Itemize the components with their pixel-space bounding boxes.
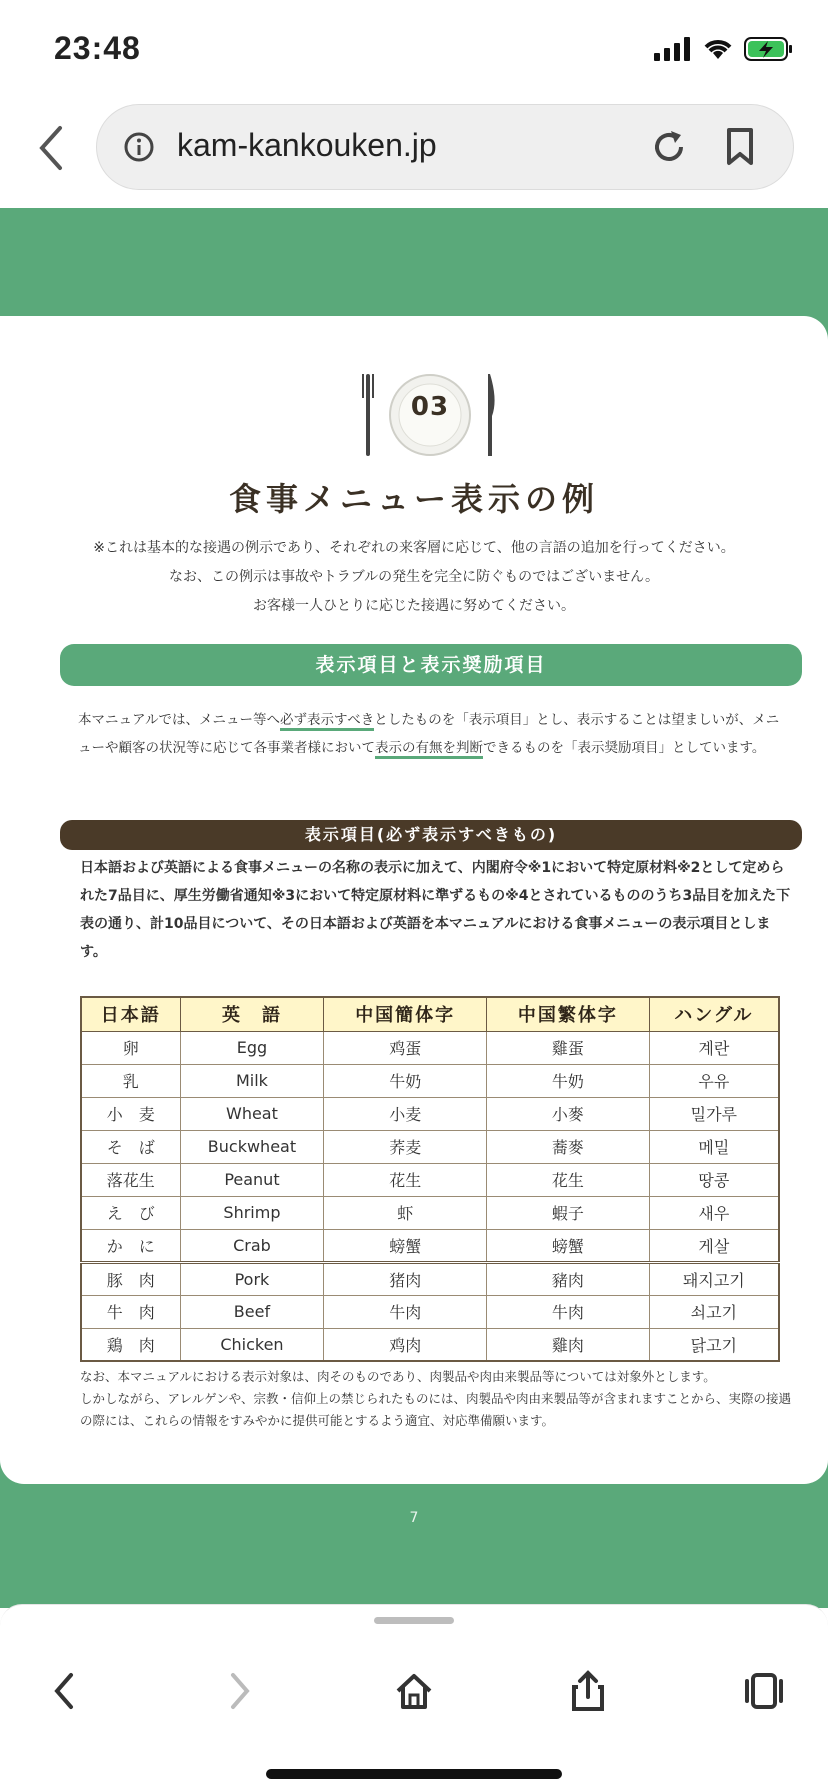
document-card bbox=[0, 316, 828, 1484]
table-cell: 牛肉 bbox=[324, 1295, 487, 1328]
table-cell: 새우 bbox=[649, 1196, 779, 1229]
table-cell: 螃蟹 bbox=[324, 1229, 487, 1262]
allergen-table bbox=[80, 996, 780, 1362]
page-title: 食事メニュー表示の例 bbox=[228, 480, 599, 518]
table-cell: Chicken bbox=[180, 1328, 324, 1361]
table-cell: 荞麦 bbox=[324, 1130, 487, 1163]
status-time: 23:48 bbox=[54, 30, 141, 66]
table-cell: 豬肉 bbox=[487, 1262, 650, 1295]
reload-icon[interactable] bbox=[649, 127, 689, 167]
home-button[interactable] bbox=[384, 1661, 444, 1721]
table-cell: 牛奶 bbox=[324, 1064, 487, 1097]
battery-charging-icon bbox=[744, 36, 794, 62]
table-cell: 돼지고기 bbox=[649, 1262, 779, 1295]
bookmark-icon[interactable] bbox=[723, 127, 757, 167]
status-icons bbox=[654, 36, 794, 62]
table-cell: 小麦 bbox=[324, 1097, 487, 1130]
table-cell: 닭고기 bbox=[649, 1328, 779, 1361]
display-items-paragraph bbox=[78, 706, 790, 762]
document-page bbox=[0, 208, 828, 1608]
chevron-right-icon bbox=[225, 1671, 255, 1711]
table-cell: Milk bbox=[180, 1064, 324, 1097]
table-row bbox=[81, 1163, 779, 1196]
browser-toolbar bbox=[0, 1604, 828, 1792]
table-cell: 蕎麥 bbox=[487, 1130, 650, 1163]
para-text: としたものを「表示項目」とし、表示することは望ましいが、メニューや顧客の状況等に応じて各事業者様において bbox=[78, 712, 780, 756]
column-header: 中国簡体字 bbox=[324, 997, 487, 1031]
table-cell: 虾 bbox=[324, 1196, 487, 1229]
para-text: 本マニュアルでは、メニュー等へ bbox=[78, 712, 280, 728]
table-cell: Pork bbox=[180, 1262, 324, 1295]
intro-line: ※これは基本的な接遇の例示であり、それぞれの来客層に応じて、他の言語の追加を行ってください。 bbox=[93, 540, 735, 556]
info-icon[interactable] bbox=[123, 131, 155, 163]
underlined-text: 必ず表示すべき bbox=[280, 712, 374, 731]
table-cell: 鶏 肉 bbox=[81, 1328, 180, 1361]
table-cell: 蝦子 bbox=[487, 1196, 650, 1229]
table-row bbox=[81, 1328, 779, 1361]
table-cell: 게살 bbox=[649, 1229, 779, 1262]
wifi-icon bbox=[702, 37, 734, 61]
table-cell: 乳 bbox=[81, 1064, 180, 1097]
table-cell: 雞蛋 bbox=[487, 1031, 650, 1064]
home-icon bbox=[394, 1671, 434, 1711]
table-cell: Beef bbox=[180, 1295, 324, 1328]
signal-icon bbox=[654, 37, 692, 61]
table-cell: 小 麦 bbox=[81, 1097, 180, 1130]
column-header: ハングル bbox=[649, 997, 779, 1031]
table-row bbox=[81, 1262, 779, 1295]
required-items-paragraph: 日本語および英語による食事メニューの名称の表示に加えて、内閣府令※1において特定原材料※2として定められた7品目に、厚生労働省通知※3において特定原材料に準ずるもの※4とされているもののうち3品目を加えた下表の通り、計10品目について、その日本語および英語を本マニュアルにおける食事メニューの表示項目とします。 bbox=[80, 860, 791, 960]
section-heading-required-items: 表示項目(必ず表示すべきもの) bbox=[60, 820, 802, 850]
address-bar[interactable] bbox=[96, 104, 794, 190]
table-row bbox=[81, 1097, 779, 1130]
table-cell: 豚 肉 bbox=[81, 1262, 180, 1295]
table-row bbox=[81, 1229, 779, 1262]
table-header-row bbox=[81, 997, 779, 1031]
forward-button[interactable] bbox=[210, 1661, 270, 1721]
column-header: 中国繁体字 bbox=[487, 997, 650, 1031]
table-cell: 牛奶 bbox=[487, 1064, 650, 1097]
table-cell: Buckwheat bbox=[180, 1130, 324, 1163]
table-row bbox=[81, 1295, 779, 1328]
column-header: 英 語 bbox=[180, 997, 324, 1031]
table-cell: 鸡肉 bbox=[324, 1328, 487, 1361]
home-indicator bbox=[266, 1769, 562, 1779]
table-cell: そ ば bbox=[81, 1130, 180, 1163]
table-cell: Shrimp bbox=[180, 1196, 324, 1229]
intro-text bbox=[0, 534, 828, 621]
table-row bbox=[81, 1064, 779, 1097]
table-cell: Peanut bbox=[180, 1163, 324, 1196]
underlined-text: 表示の有無を判断 bbox=[375, 740, 483, 759]
table-cell: え び bbox=[81, 1196, 180, 1229]
note-line: しかしながら、アレルゲンや、宗教・信仰上の禁じられたものには、肉製品や肉由来製品等が含まれますことから、実際の接遇の際には、これらの情報をすみやかに提供可能とするよう適宜、対応準備願います。 bbox=[80, 1391, 791, 1428]
table-notes bbox=[80, 1366, 800, 1432]
table-cell: 卵 bbox=[81, 1031, 180, 1064]
table-cell: 쇠고기 bbox=[649, 1295, 779, 1328]
table-cell: 밀가루 bbox=[649, 1097, 779, 1130]
note-line: なお、本マニュアルにおける表示対象は、肉そのものであり、肉製品や肉由来製品等については対象外とします。 bbox=[80, 1369, 716, 1384]
section-heading-display-items: 表示項目と表示奨励項目 bbox=[60, 644, 802, 686]
table-cell: 小麥 bbox=[487, 1097, 650, 1130]
browser-back-icon[interactable] bbox=[30, 120, 70, 176]
page-number: 7 bbox=[409, 1510, 419, 1526]
tabs-button[interactable] bbox=[734, 1661, 794, 1721]
table-cell: 메밀 bbox=[649, 1130, 779, 1163]
table-cell: 계란 bbox=[649, 1031, 779, 1064]
sheet-grabber[interactable] bbox=[374, 1617, 454, 1624]
url-text[interactable]: kam-kankouken.jp bbox=[177, 127, 437, 163]
column-header: 日本語 bbox=[81, 997, 180, 1031]
section-number: 03 bbox=[410, 392, 450, 422]
table-row bbox=[81, 1196, 779, 1229]
table-cell: 鸡蛋 bbox=[324, 1031, 487, 1064]
tabs-icon bbox=[743, 1671, 785, 1711]
table-row bbox=[81, 1031, 779, 1064]
table-cell: Wheat bbox=[180, 1097, 324, 1130]
table-cell: 牛 肉 bbox=[81, 1295, 180, 1328]
table-cell: 우유 bbox=[649, 1064, 779, 1097]
table-cell: Crab bbox=[180, 1229, 324, 1262]
table-cell: 落花生 bbox=[81, 1163, 180, 1196]
table-cell: Egg bbox=[180, 1031, 324, 1064]
table-cell: 花生 bbox=[324, 1163, 487, 1196]
table-cell: か に bbox=[81, 1229, 180, 1262]
chevron-left-icon bbox=[49, 1671, 79, 1711]
status-bar bbox=[0, 0, 828, 96]
table-cell: 牛肉 bbox=[487, 1295, 650, 1328]
para-text: できるものを「表示奨励項目」としています。 bbox=[483, 740, 766, 756]
table-cell: 花生 bbox=[487, 1163, 650, 1196]
share-icon bbox=[568, 1669, 608, 1713]
table-row bbox=[81, 1130, 779, 1163]
table-cell: 雞肉 bbox=[487, 1328, 650, 1361]
intro-line: なお、この例示は事故やトラブルの発生を完全に防ぐものではございません。 bbox=[169, 569, 659, 585]
back-button[interactable] bbox=[34, 1661, 94, 1721]
share-button[interactable] bbox=[558, 1661, 618, 1721]
intro-line: お客様一人ひとりに応じた接遇に努めてください。 bbox=[253, 598, 575, 614]
table-cell: 猪肉 bbox=[324, 1262, 487, 1295]
table-cell: 땅콩 bbox=[649, 1163, 779, 1196]
table-cell: 螃蟹 bbox=[487, 1229, 650, 1262]
